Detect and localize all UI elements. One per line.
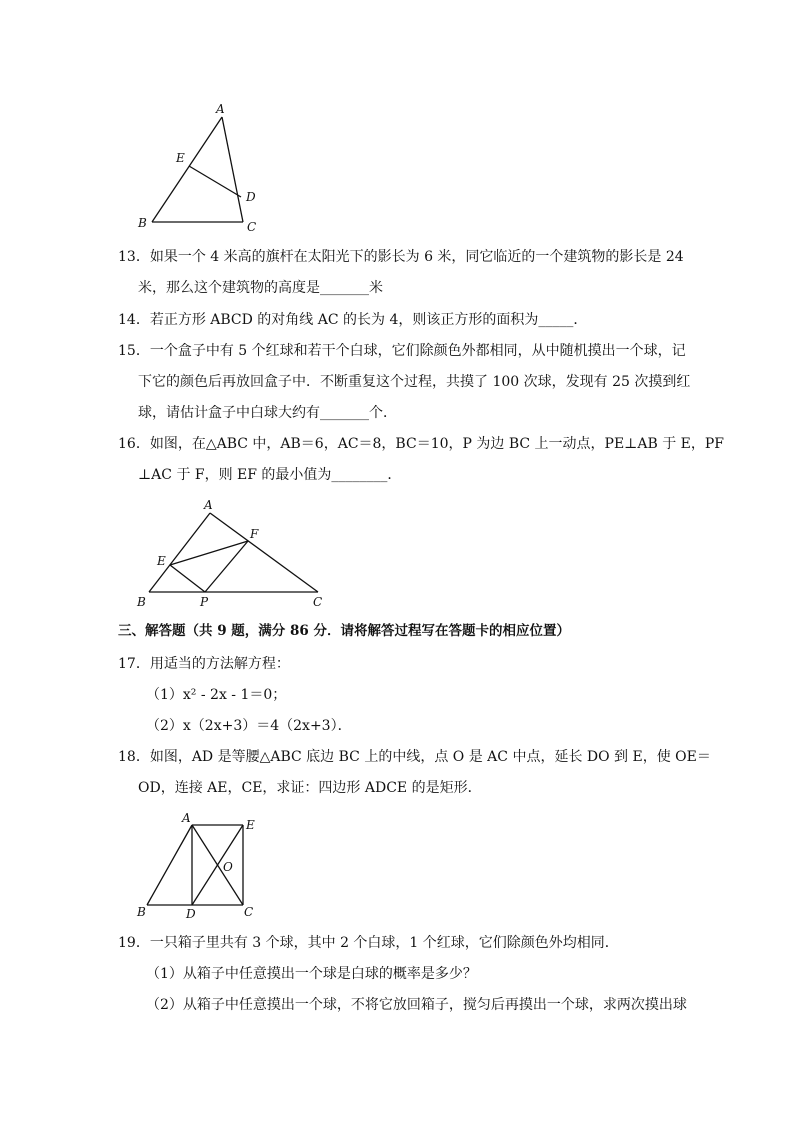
figure-triangle-pef-svg: [130, 495, 330, 610]
figure-triangle-ade-svg: [130, 100, 270, 235]
segment-ep: [170, 565, 205, 592]
segment-ab: [147, 825, 192, 905]
label-e: E: [246, 818, 255, 832]
label-c: C: [247, 220, 257, 234]
question-14-line-1: 14．若正方形 ABCD 的对角线 AC 的长为 4，则该正方形的面积为_____．: [118, 312, 588, 328]
label-c: C: [313, 595, 323, 609]
figure-triangle-ade: [130, 100, 270, 235]
label-b: B: [138, 216, 147, 230]
label-c: C: [244, 905, 254, 919]
question-16-line-1: 16．如图，在△ABC 中，AB＝6，AC＝8，BC＝10，P 为边 BC 上一动点，PE⊥AB 于 E，PF: [118, 436, 724, 452]
label-a: A: [204, 498, 213, 512]
segment-ab: [152, 117, 222, 222]
segment-ef: [170, 541, 248, 565]
question-19-line-1: 19．一只箱子里共有 3 个球，其中 2 个白球，1 个红球，它们除颜色外均相同．: [118, 935, 619, 951]
figure-triangle-pef: [130, 495, 330, 610]
question-15-line-1: 15．一个盒子中有 5 个红球和若干个白球，它们除颜色外都相同，从中随机摸出一个球，记: [118, 343, 686, 359]
segment-ab: [149, 513, 210, 592]
label-d: D: [186, 907, 196, 921]
label-f: F: [250, 527, 259, 541]
question-15-line-2: 下它的颜色后再放回盒子中．不断重复这个过程，共摸了 100 次球，发现有 25 次摸到红: [138, 374, 691, 390]
section-3-heading: 三、解答题（共 9 题，满分 86 分．请将解答过程写在答题卡的相应位置）: [118, 623, 570, 639]
question-18-line-2: OD，连接 AE，CE，求证：四边形 ADCE 的是矩形．: [138, 780, 482, 796]
label-e: E: [157, 554, 166, 568]
question-19-part-1: （1）从箱子中任意摸出一个球是白球的概率是多少？: [146, 966, 477, 982]
question-15-line-3: 球，请估计盒子中白球大约有_______个．: [138, 405, 397, 421]
question-17-part-2: （2）x（2x+3）＝4（2x+3）．: [146, 718, 352, 734]
question-16-line-2: ⊥AC 于 F，则 EF 的最小值为________．: [138, 467, 402, 483]
label-o: O: [223, 860, 233, 874]
label-p: P: [200, 595, 209, 609]
label-e: E: [176, 151, 185, 165]
question-19-part-2: （2）从箱子中任意摸出一个球，不将它放回箱子，搅匀后再摸出一个球，求两次摸出球: [146, 997, 687, 1013]
segment-ac: [210, 513, 318, 592]
figure-rectangle-adce: [130, 808, 270, 923]
label-d: D: [246, 190, 256, 204]
question-17-part-1: （1）x² - 2x - 1＝0；: [146, 687, 287, 703]
label-a: A: [182, 811, 191, 825]
question-13-line-2: 米，那么这个建筑物的高度是_______米: [138, 280, 383, 296]
segment-fp: [205, 541, 248, 592]
label-a: A: [216, 102, 225, 116]
label-b: B: [137, 595, 146, 609]
question-17-line-1: 17．用适当的方法解方程：: [118, 656, 290, 672]
question-13-line-1: 13．如果一个 4 米高的旗杆在太阳光下的影长为 6 米，同它临近的一个建筑物的影长是 24: [118, 249, 684, 265]
label-b: B: [137, 905, 146, 919]
segment-ac: [222, 117, 243, 222]
question-18-line-1: 18．如图，AD 是等腰△ABC 底边 BC 上的中线，点 O 是 AC 中点，延长 DO 到 E，使 OE＝: [118, 749, 711, 765]
figure-rectangle-adce-svg: [130, 808, 270, 923]
